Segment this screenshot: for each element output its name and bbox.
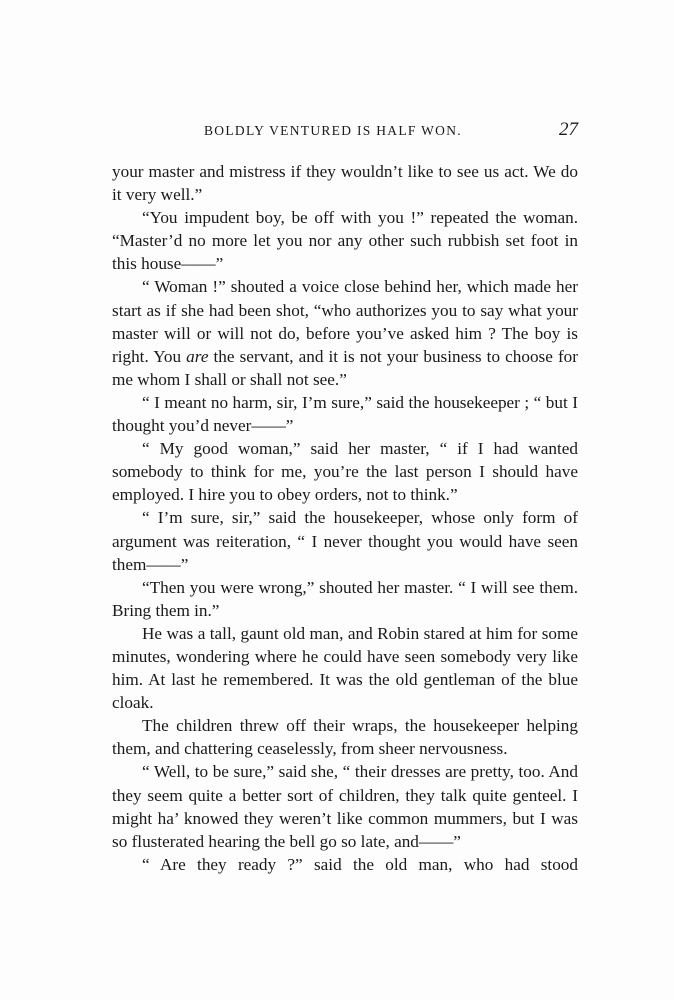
paragraph: “ My good woman,” said her master, “ if I had wanted somebody to think for me, you’re the last person I should have employed. I hire you to obey orders, not to think.” [112,439,578,505]
running-title: BOLDLY VENTURED IS HALF WON. [204,123,462,138]
paragraph: “ Well, to be sure,” said she, “ their dresses are pretty, too. And they seem quite a better sort of children, they talk quite genteel. I might ha’ knowed they weren’t like common mummers, but I was so flusterated hearing the bell go so late, and——” [112,762,578,851]
paragraph: “ Woman !” shouted a voice close behind her, which made her start as if she had been shot, “who authorizes you to say what your master will or will not do, before you’ve asked him ? The boy is right. You are the servant, and it is not your business to choose for me whom I shall or shall not see.” [112,277,578,389]
paragraph: “ I’m sure, sir,” said the housekeeper, whose only form of argument was reiteration, “ I never thought you would have seen them——” [112,508,578,574]
emphasis: are [186,346,209,366]
paragraph: “ I meant no harm, sir, I’m sure,” said the housekeeper ; “ but I thought you’d never——” [112,392,578,436]
paragraph: “ Are they ready ?” said the old man, who had stood [142,854,578,874]
paragraph: The children threw off their wraps, the housekeeper helping them, and chattering ceaselessly, from sheer nervousness. [112,716,578,759]
paragraph: “You impudent boy, be off with you !” repeated the woman. “Master’d no more let you nor any other such rubbish set foot in this house——” [112,208,578,274]
paragraph: He was a tall, gaunt old man, and Robin stared at him for some minutes, wondering where he could have seen somebody very like him. At last he remembered. It was the old gentleman of the blue cloak. [112,623,578,713]
paragraph: “Then you were wrong,” shouted her master. “ I will see them. Bring them in.” [112,577,578,620]
running-head [112,119,578,145]
paragraph: your master and mistress if they wouldn’t like to see us act. We do it very well.” [112,162,578,205]
page-number: 27 [559,119,578,140]
body-text [112,160,578,876]
